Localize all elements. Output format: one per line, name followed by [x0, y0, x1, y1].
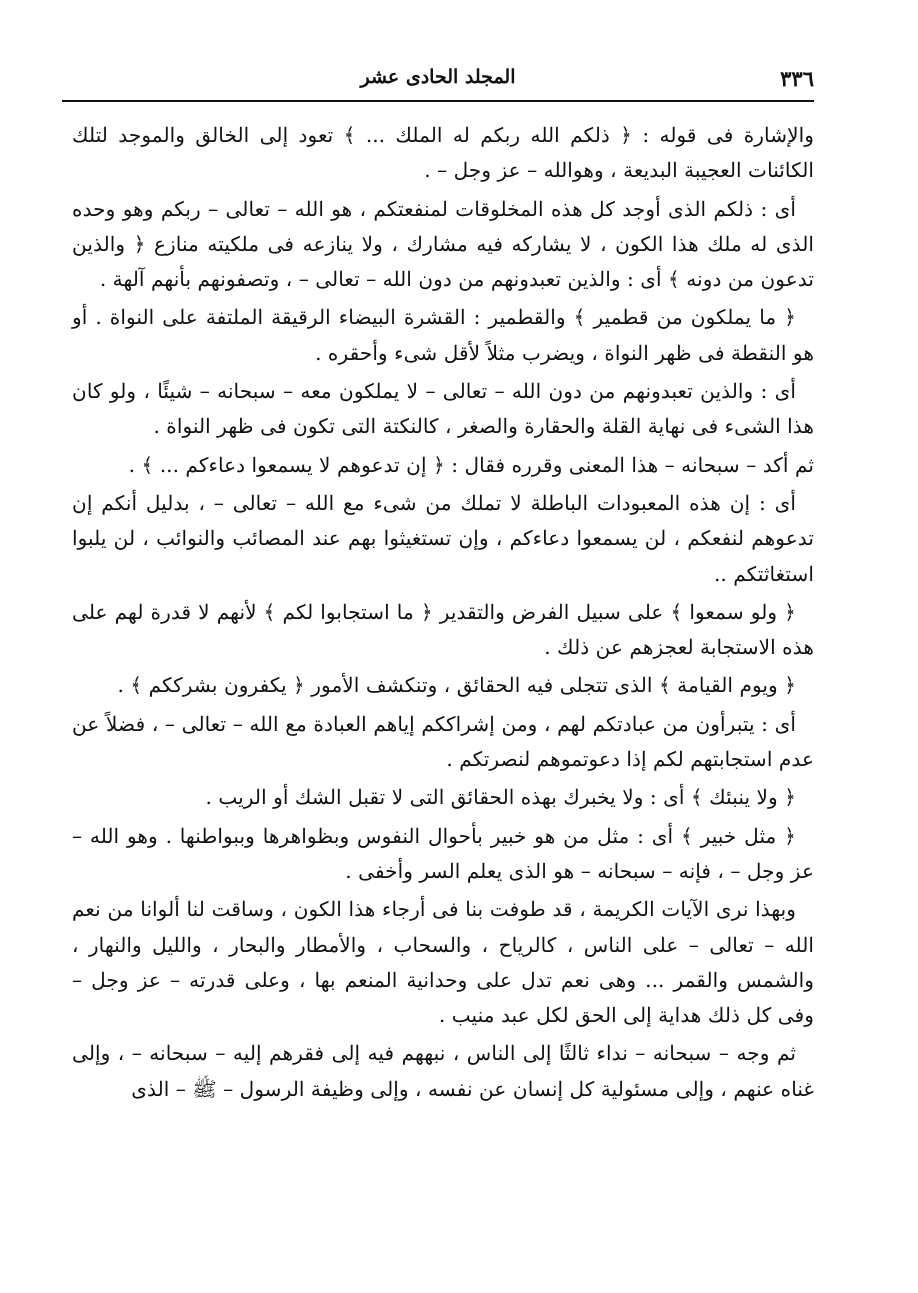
paragraph-1: والإشارة فى قوله : ﴿ ذلكم الله ربكم له الملك ... ﴾ تعود إلى الخالق والموجد لتلك الكائنات العجيبة البديعة ، وهوالله – عز وجل – .: [72, 123, 814, 183]
running-title: المجلد الحادى عشر: [360, 66, 516, 88]
page-body: [72, 118, 814, 1110]
paragraph-13: ثم وجه – سبحانه – نداء ثالثًا إلى الناس ، نبههم فيه إلى فقرهم إليه – سبحانه – ، وإلى غناه عنهم ، وإلى مسئولية كل إنسان عن نفسه ، وإلى وظيفة الرسول – ﷺ – الذى: [72, 1041, 814, 1101]
paragraph-9: أى : يتبرأون من عبادتكم لهم ، ومن إشراككم إياهم العبادة مع الله – تعالى – ، فضلاً عن عدم استجابتهم لكم إذا دعوتموهم لنصرتكم .: [72, 711, 814, 772]
paragraph-7: ﴿ ولو سمعوا ﴾ على سبيل الفرض والتقدير ﴿ ما استجابوا لكم ﴾ لأنهم لا قدرة لهم على هذه الاستجابة لعجزهم عن ذلك .: [72, 599, 814, 660]
paragraph-10: ﴿ ولا ينبئك ﴾ أى : ولا يخبرك بهذه الحقائق التى لا تقبل الشك أو الريب .: [205, 785, 796, 810]
page-header: [62, 64, 814, 102]
paragraph-6: أى : إن هذه المعبودات الباطلة لا تملك من شىء مع الله – تعالى – ، بدليل أنكم إن تدعوهم لنفعكم ، لن يسمعوا دعاءكم ، وإن تستغيثوا بهم عند المصائب والنوائب ، لن يلبوا استغاثتكم ..: [72, 490, 814, 586]
paragraph-5: ثم أكد – سبحانه – هذا المعنى وقرره فقال : ﴿ إن تدعوهم لا يسمعوا دعاءكم ... ﴾ .: [128, 452, 814, 477]
paragraph-3: ﴿ ما يملكون من قطمير ﴾ والقطمير : القشرة البيضاء الرقيقة الملتفة على النواة . أو هو النقطة فى ظهر النواة ، ويضرب مثلاً لأقل شىء وأحقره .: [72, 305, 814, 365]
paragraph-2: أى : ذلكم الذى أوجد كل هذه المخلوقات لمنفعتكم ، هو الله – تعالى – ربكم وهو وحده الذى له ملك هذا الكون ، لا يشاركه فيه مشارك ، ولا ينازعه فى ملكيته منازع ﴿ والذين تدعون من دونه ﴾ أى : والذين تعبدونهم من دون الله – تعالى – ، وتصفونهم بأنهم آلهة .: [72, 196, 814, 292]
page-number: ٣٣٦: [780, 66, 814, 91]
paragraph-11: ﴿ مثل خبير ﴾ أى : مثل من هو خبير بأحوال النفوس وبظواهرها وببواطنها . وهو الله – عز وجل – ، فإنه – سبحانه – هو الذى يعلم السر وأخفى .: [72, 823, 814, 883]
paragraph-12: وبهذا نرى الآيات الكريمة ، قد طوفت بنا فى أرجاء هذا الكون ، وساقت لنا ألوانا من نعم الله – تعالى – على الناس ، كالرياح ، والسحاب ، والأمطار والبحار ، والليل والنهار ، والشمس والقمر ... وهى نعم تدل على وحدانية المنعم بها ، وعلى قدرته – عز وجل – وفى كل ذلك هداية إلى الحق لكل عبد منيب .: [72, 897, 814, 1028]
paragraph-8: ﴿ ويوم القيامة ﴾ الذى تتجلى فيه الحقائق ، وتنكشف الأمور ﴿ يكفرون بشرككم ﴾ .: [117, 673, 796, 698]
paragraph-4: أى : والذين تعبدونهم من دون الله – تعالى – لا يملكون معه – سبحانه – شيئًا ، ولو كان هذا الشىء فى نهاية القلة والحقارة والصغر ، كالنكتة التى تكون فى ظهر النواة .: [72, 379, 814, 439]
